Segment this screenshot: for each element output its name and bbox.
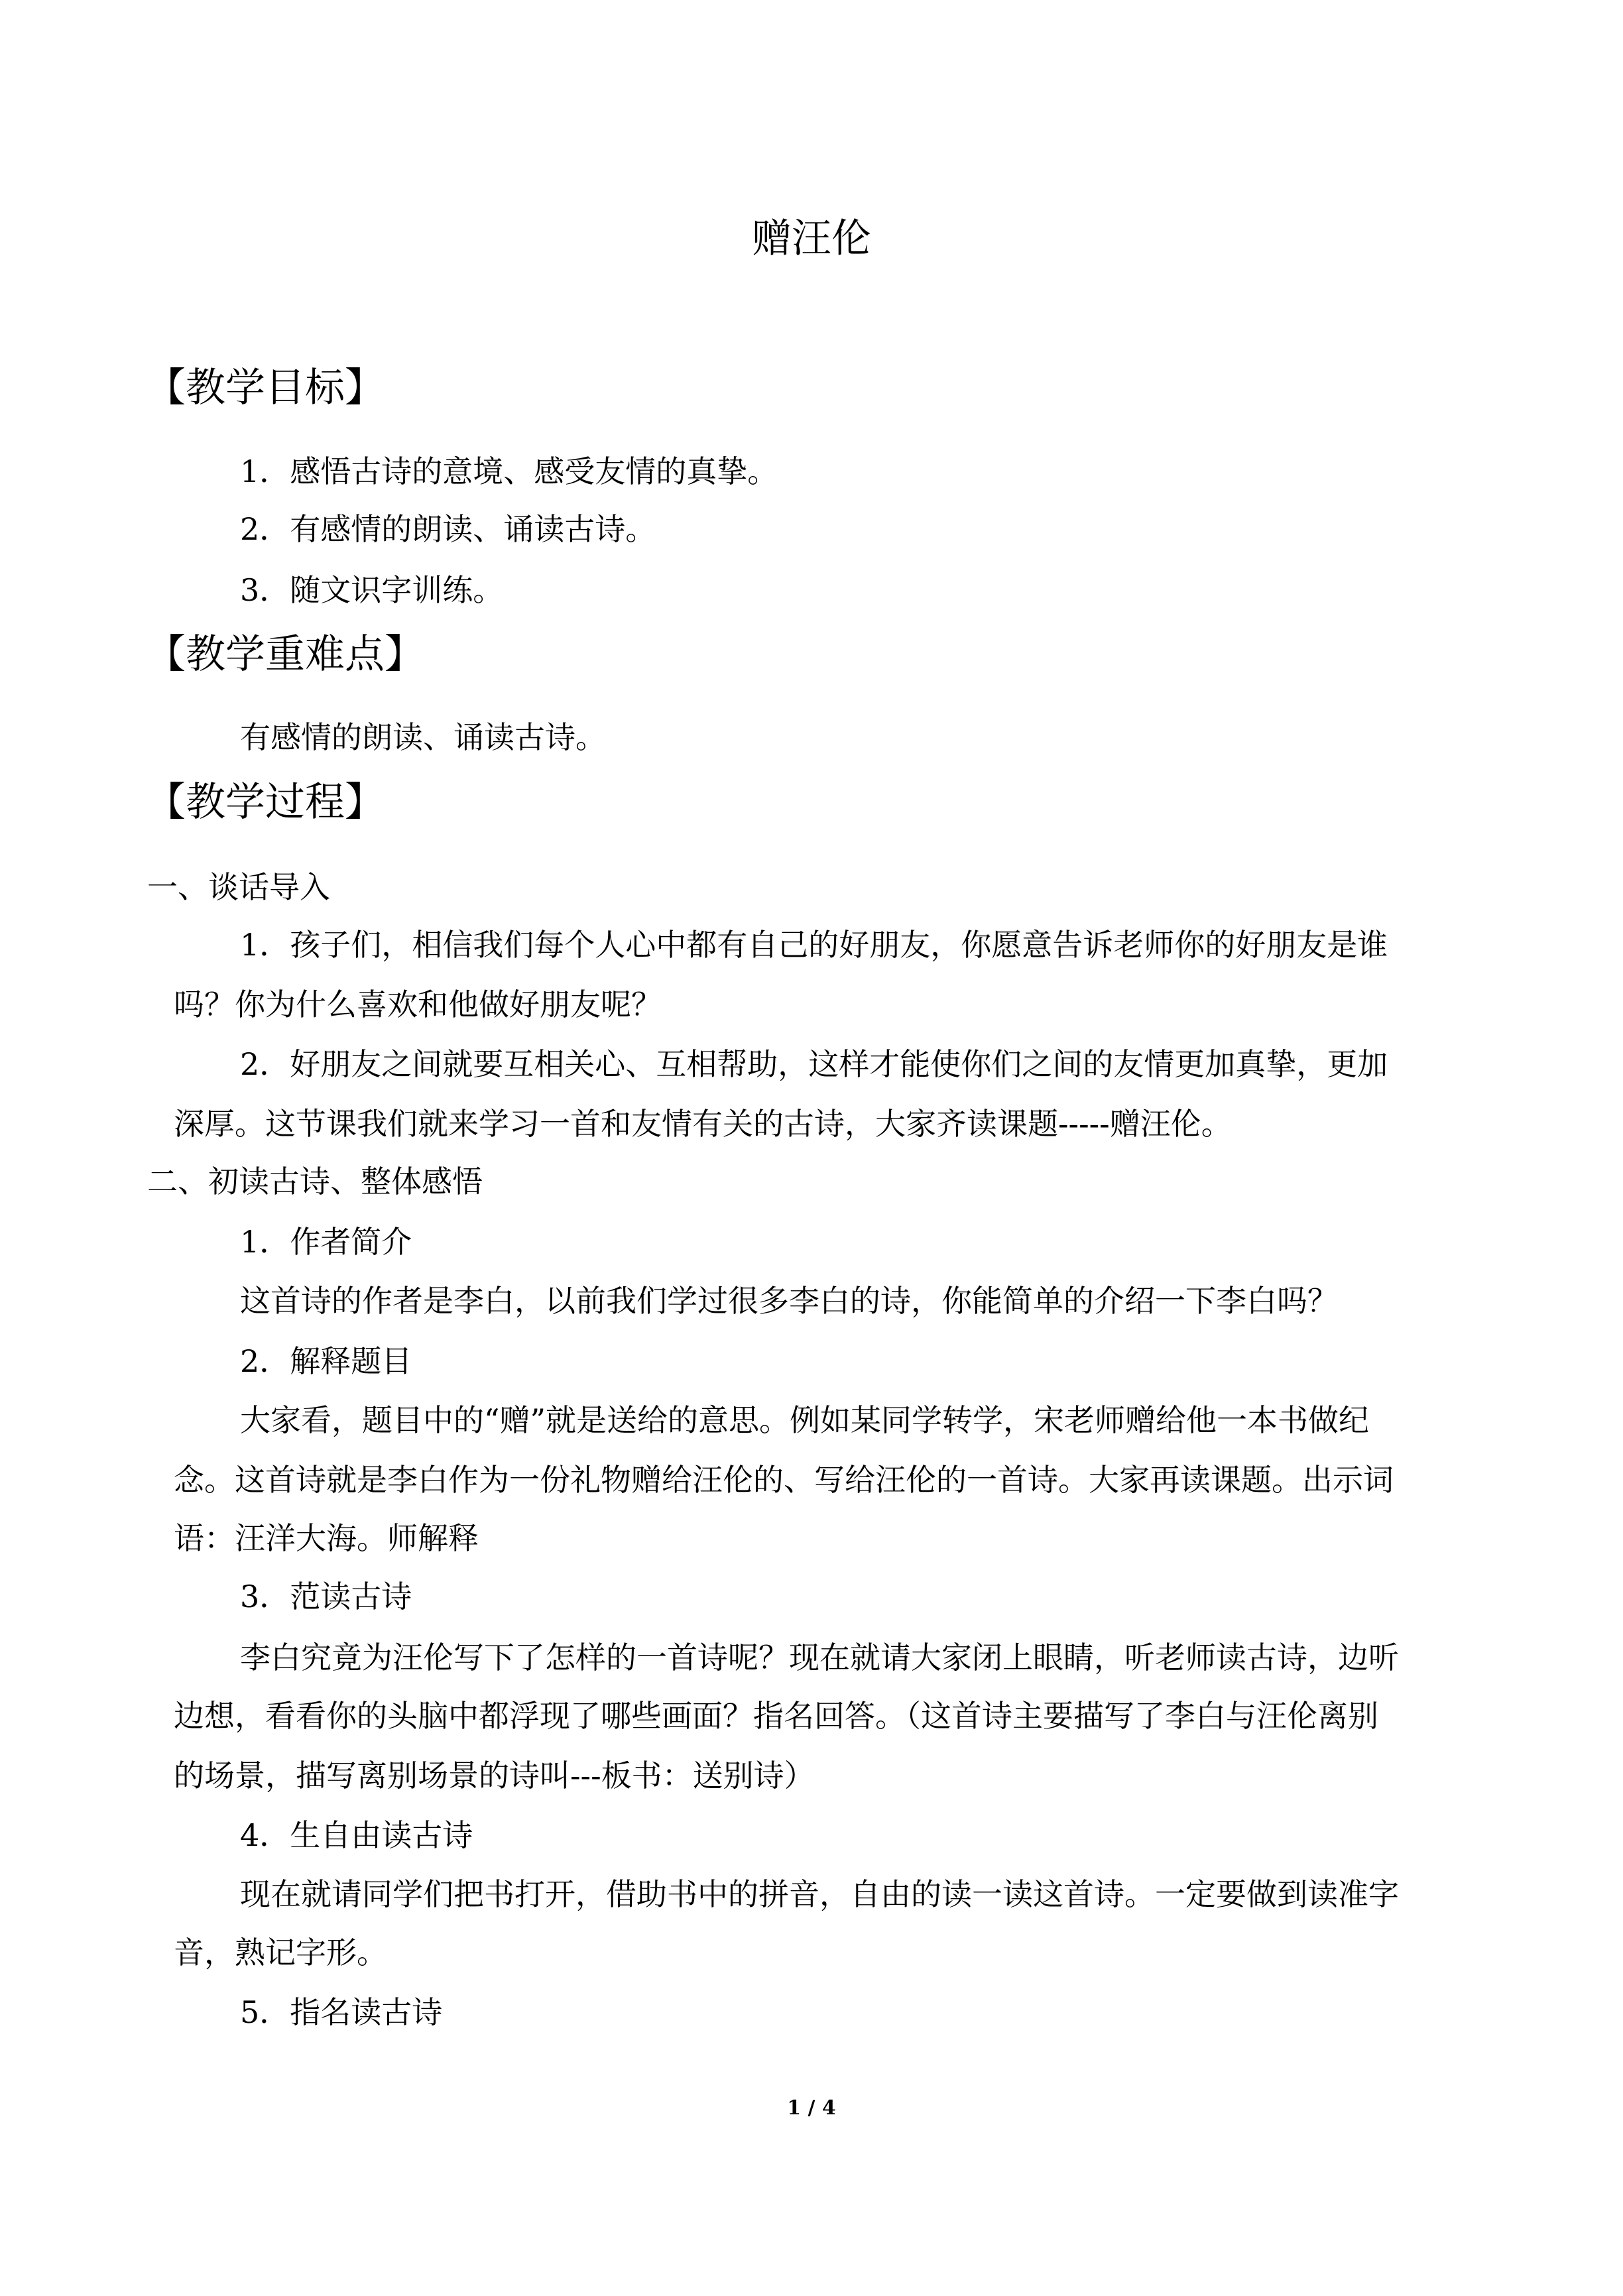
subsection-title-free-reading: 4．生自由读古诗 xyxy=(240,1817,473,1853)
paragraph-line: 念。这首诗就是李白作为一份礼物赠给汪伦的、写给汪伦的一首诗。大家再读课题。出示词 xyxy=(174,1462,1394,1498)
objective-item-2: 2．有感情的朗读、诵读古诗。 xyxy=(240,511,656,547)
part1-heading: 一、谈话导入 xyxy=(147,869,330,905)
paragraph-line: 边想，看看你的头脑中都浮现了哪些画面？指名回答。（这首诗主要描写了李白与汪伦离别 xyxy=(174,1698,1378,1734)
paragraph-line: 吗？你为什么喜欢和他做好朋友呢？ xyxy=(174,987,662,1022)
key-points-text: 有感情的朗读、诵读古诗。 xyxy=(240,719,606,755)
paragraph-line: 1．孩子们，相信我们每个人心中都有自己的好朋友，你愿意告诉老师你的好朋友是谁 xyxy=(240,927,1388,963)
paragraph-line: 语：汪洋大海。师解释 xyxy=(174,1520,479,1556)
subsection-title-model-reading: 3．范读古诗 xyxy=(240,1579,412,1614)
section-heading-objectives: 【教学目标】 xyxy=(146,365,385,411)
objective-item-1: 1．感悟古诗的意境、感受友情的真挚。 xyxy=(240,453,778,489)
subsection-title-explain: 2．解释题目 xyxy=(240,1343,412,1379)
objective-item-3: 3．随文识字训练。 xyxy=(240,572,504,608)
paragraph-line: 现在就请同学们把书打开，借助书中的拼音，自由的读一读这首诗。一定要做到读准字 xyxy=(240,1876,1399,1912)
paragraph-line: 李白究竟为汪伦写下了怎样的一首诗呢？现在就请大家闭上眼睛，听老师读古诗，边听 xyxy=(240,1640,1399,1675)
subsection-title-author: 1．作者简介 xyxy=(240,1224,412,1260)
page-title: 赠汪伦 xyxy=(752,215,871,262)
paragraph-line: 音，熟记字形。 xyxy=(174,1935,387,1970)
paragraph-line: 2．好朋友之间就要互相关心、互相帮助，这样才能使你们之间的友情更加真挚，更加 xyxy=(240,1046,1388,1082)
subsection-title-named-reading: 5．指名读古诗 xyxy=(240,1994,443,2030)
part2-heading: 二、初读古诗、整体感悟 xyxy=(147,1164,483,1199)
section-heading-key-points: 【教学重难点】 xyxy=(146,631,424,678)
paragraph-line: 的场景，描写离别场景的诗叫---板书：送别诗） xyxy=(174,1758,815,1793)
paragraph-line: 这首诗的作者是李白，以前我们学过很多李白的诗，你能简单的介绍一下李白吗？ xyxy=(240,1283,1338,1319)
paragraph-line: 深厚。这节课我们就来学习一首和友情有关的古诗，大家齐读课题-----赠汪伦。 xyxy=(174,1106,1232,1142)
paragraph-line: 大家看，题目中的“赠”就是送给的意思。例如某同学转学，宋老师赠给他一本书做纪 xyxy=(240,1402,1370,1438)
page-number: 1 / 4 xyxy=(787,2096,836,2120)
section-heading-process: 【教学过程】 xyxy=(146,779,385,825)
